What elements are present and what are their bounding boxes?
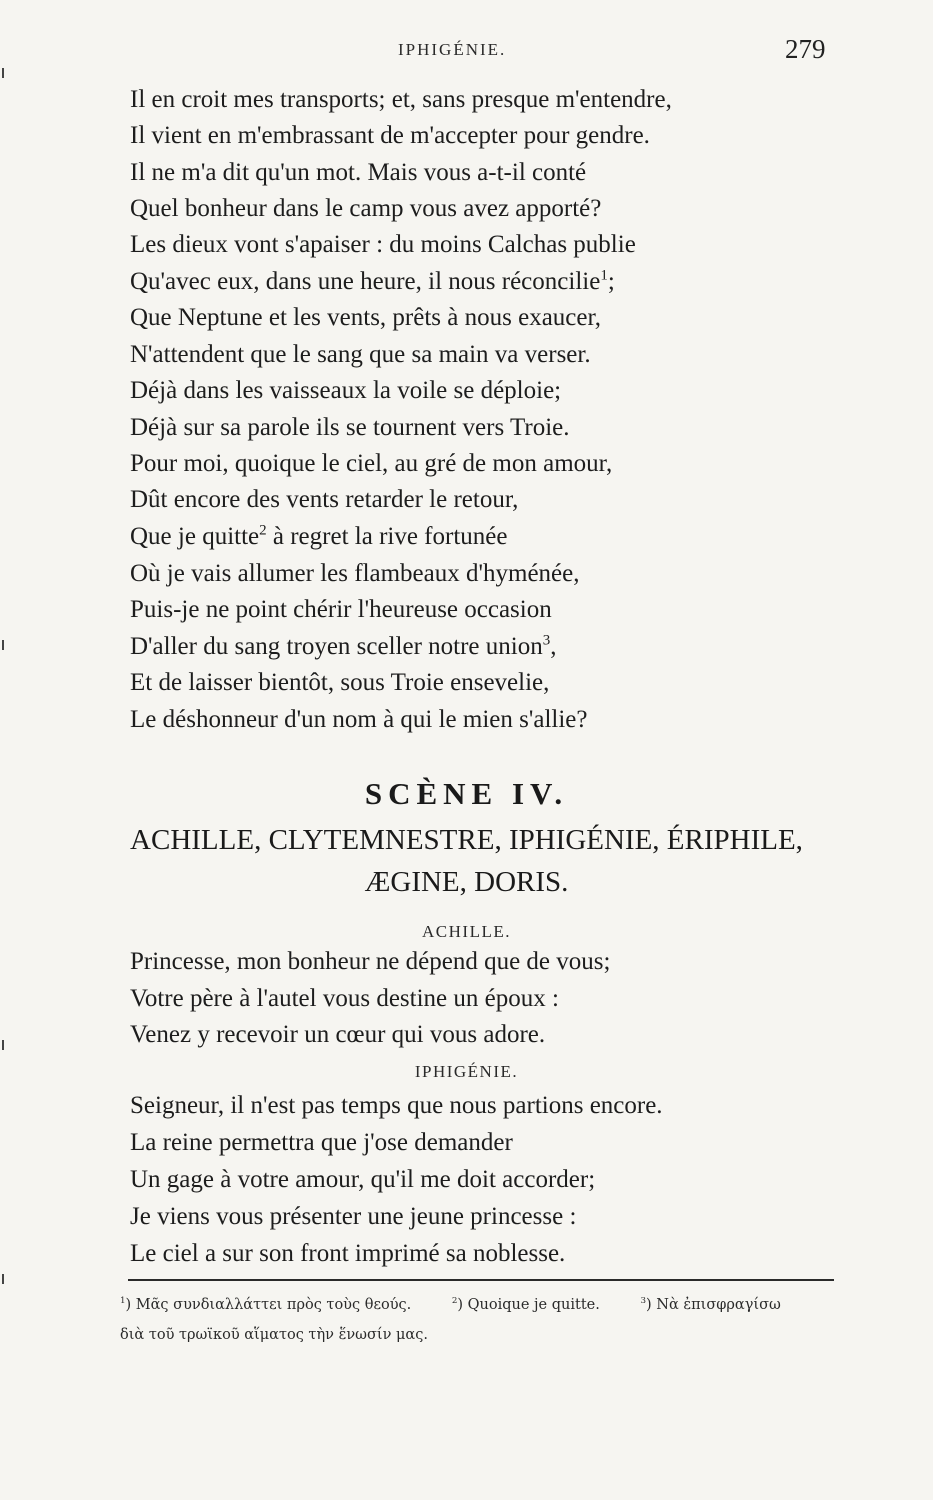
verse-line: Pour moi, quoique le ciel, au gré de mon amour,	[130, 450, 613, 477]
verse-line: Seigneur, il n'est pas temps que nous partions encore.	[130, 1092, 663, 1119]
verse-line: Un gage à votre amour, qu'il me doit accorder;	[130, 1166, 596, 1193]
verse-line: Princesse, mon bonheur ne dépend que de vous;	[130, 948, 611, 975]
edge-mark	[2, 640, 4, 650]
footnotes	[120, 1290, 840, 1350]
footnote-ref: 3	[542, 632, 551, 649]
verse-line: Venez y recevoir un cœur qui vous adore.	[130, 1021, 546, 1048]
scene-characters: ACHILLE, CLYTEMNESTRE, IPHIGÉNIE, ÉRIPHILE,	[130, 824, 803, 856]
footnote-line	[120, 1290, 840, 1320]
verse-text: D'aller du sang troyen sceller notre union	[130, 633, 543, 660]
scene-characters: ÆGINE, DORIS.	[364, 866, 569, 898]
edge-mark	[2, 1274, 4, 1284]
verse-line: Il ne m'a dit qu'un mot. Mais vous a-t-il conté	[130, 159, 587, 186]
verse-text: Que je quitte	[130, 523, 260, 550]
page-number: 279	[785, 34, 826, 64]
verse-line: Votre père à l'autel vous destine un époux :	[130, 985, 559, 1012]
verse-line: Que Neptune et les vents, prêts à nous exaucer,	[130, 304, 602, 331]
verse-text: à regret la rive fortunée	[266, 523, 508, 550]
verse-line: Puis-je ne point chérir l'heureuse occasion	[130, 596, 552, 623]
verse-line: Quel bonheur dans le camp vous avez apporté?	[130, 195, 602, 222]
footnote-2: $^2$) Quoique je quitte.	[451, 1296, 600, 1313]
verse-line	[130, 519, 507, 555]
verse-line: Déjà dans les vaisseaux la voile se déploie;	[130, 377, 562, 404]
speaker-name: ACHILLE.	[422, 922, 511, 941]
verse-line: Déjà sur sa parole ils se tournent vers Troie.	[130, 414, 570, 441]
verse-line: N'attendent que le sang que sa main va verser.	[130, 341, 591, 368]
scene-title: SCÈNE IV.	[364, 776, 569, 811]
verse-line: Les dieux vont s'apaiser : du moins Calchas publie	[130, 231, 636, 258]
running-title: IPHIGÉNIE.	[398, 40, 507, 59]
verse-punct: ,	[550, 633, 557, 660]
verse-line	[130, 264, 615, 300]
verse-line: Il vient en m'embrassant de m'accepter pour gendre.	[130, 122, 650, 149]
verse-text: Qu'avec eux, dans une heure, il nous réconcilie	[130, 268, 601, 295]
verse-line	[130, 629, 556, 665]
edge-mark	[2, 1040, 4, 1050]
footnote-rule	[128, 1279, 834, 1281]
verse-line: Le déshonneur d'un nom à qui le mien s'allie?	[130, 706, 588, 733]
verse-line: Le ciel a sur son front imprimé sa noblesse.	[130, 1240, 566, 1267]
verse-line: Où je vais allumer les flambeaux d'hyménée,	[130, 560, 580, 587]
footnote-line: διὰ τοῦ τρωϊκοῦ αἵματος τὴν ἕνωσίν μας.	[120, 1327, 428, 1343]
verse-line: La reine permettra que j'ose demander	[130, 1129, 513, 1156]
footnote-ref: 1	[600, 267, 608, 284]
footnote-ref: 2	[259, 522, 267, 539]
verse-line: Et de laisser bientôt, sous Troie ensevelie,	[130, 669, 550, 696]
footnote-3: $^3$) Νὰ ἐπισφραγίσω	[640, 1296, 781, 1313]
footnote-1: $^1$) Μᾶς συνδιαλλάττει πρὸς τοὺς θεούς.	[120, 1296, 412, 1313]
edge-mark	[2, 68, 4, 78]
verse-line: Je viens vous présenter une jeune princesse :	[130, 1203, 577, 1230]
speaker-name: IPHIGÉNIE.	[414, 1062, 519, 1081]
verse-punct: ;	[607, 268, 615, 295]
verse-line: Dût encore des vents retarder le retour,	[130, 486, 519, 513]
verse-line: Il en croit mes transports; et, sans presque m'entendre,	[130, 86, 672, 113]
